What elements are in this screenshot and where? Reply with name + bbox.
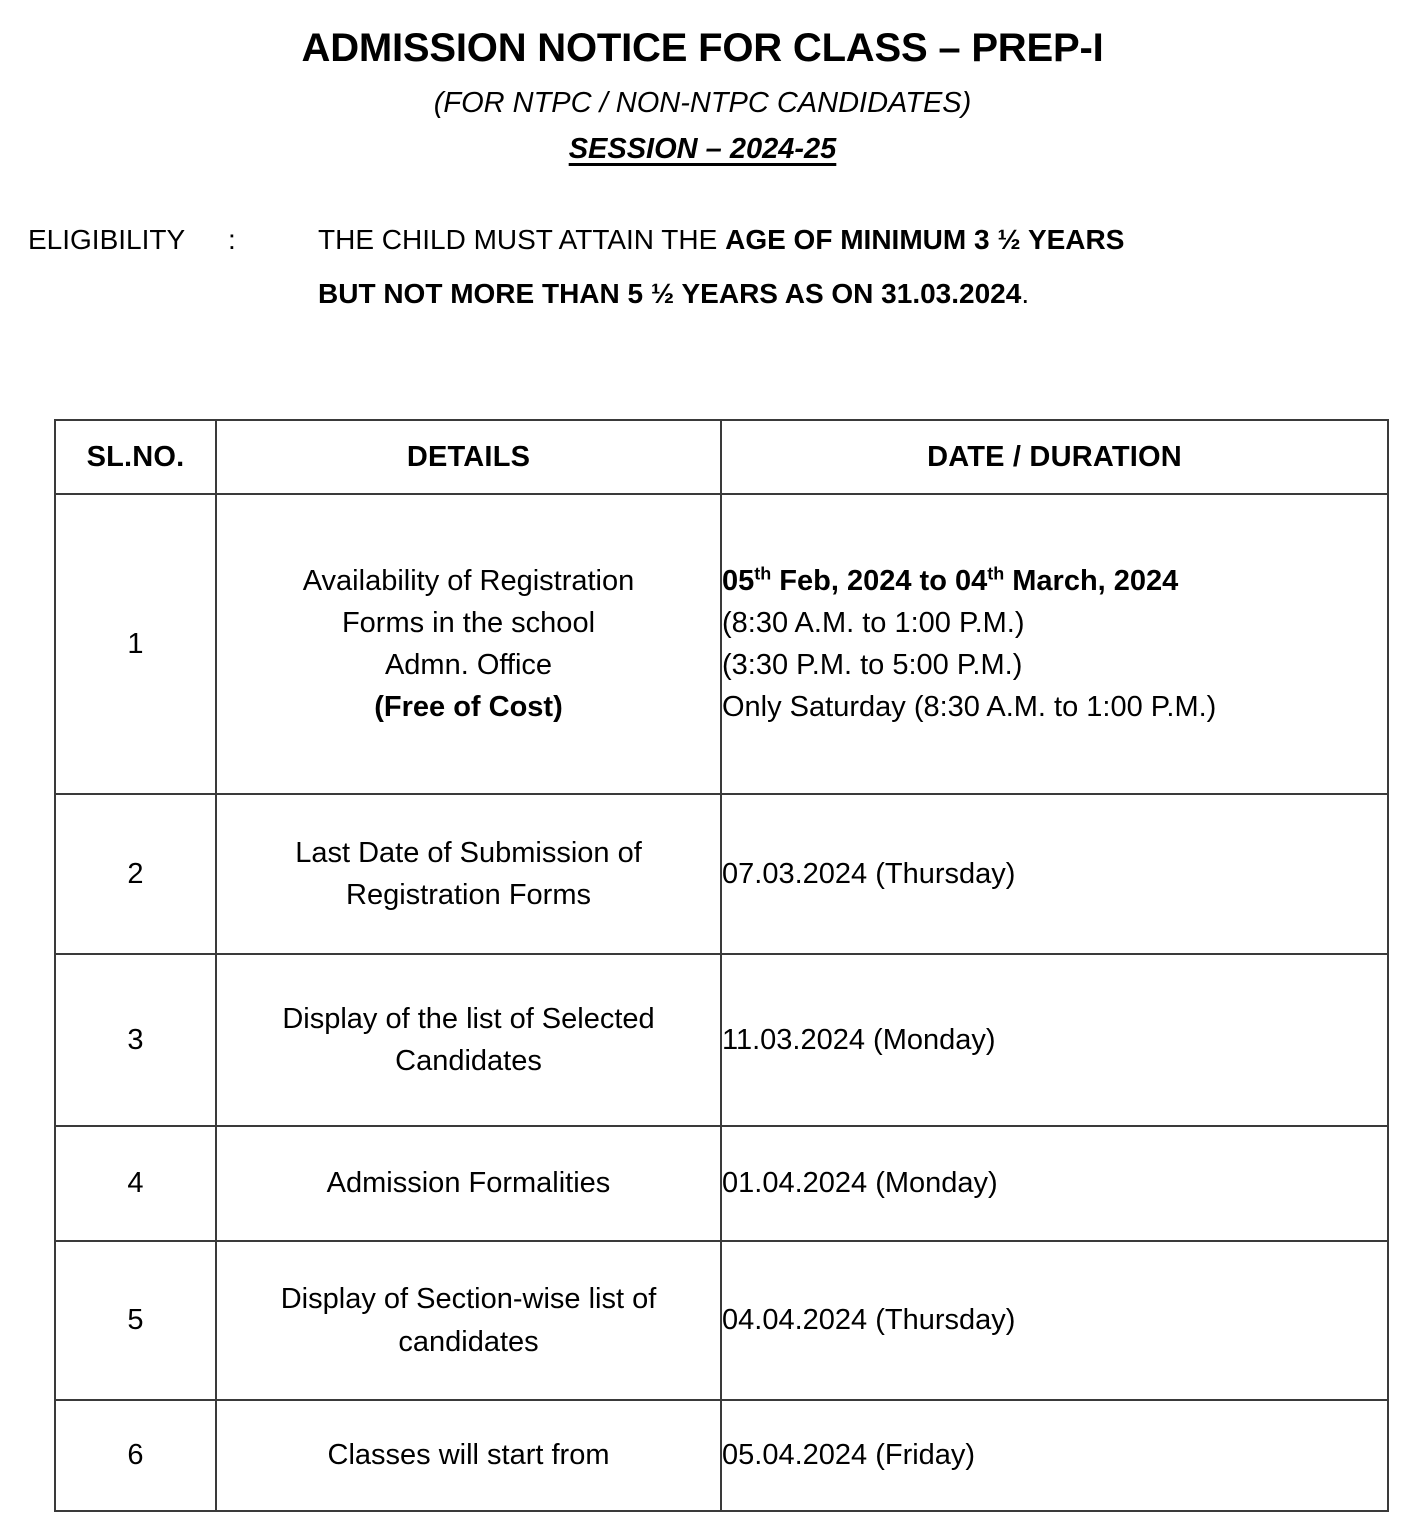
date-middle-text: Feb, 2024 to 04 bbox=[771, 564, 988, 597]
date-line-primary bbox=[722, 560, 1387, 602]
details-line-emphasis: (Free of Cost) bbox=[374, 691, 563, 724]
row-serial-number: 1 bbox=[55, 494, 216, 794]
date-line: 11.03.2024 (Monday) bbox=[722, 1023, 996, 1056]
table-header-row bbox=[55, 420, 1388, 494]
document-header bbox=[0, 0, 1405, 166]
eligibility-row bbox=[28, 226, 1405, 308]
details-line: candidates bbox=[398, 1325, 539, 1358]
row-date-duration bbox=[721, 1126, 1388, 1241]
eligibility-label: ELIGIBILITY bbox=[28, 224, 186, 256]
eligibility-line-1 bbox=[318, 226, 1405, 254]
row-serial-number: 2 bbox=[55, 794, 216, 954]
row-date-duration bbox=[721, 1241, 1388, 1400]
details-line: Display of Section-wise list of bbox=[280, 1283, 657, 1316]
table-header bbox=[55, 420, 1388, 494]
table-row bbox=[55, 954, 1388, 1126]
date-line: 01.04.2024 (Monday) bbox=[722, 1167, 998, 1200]
row-details bbox=[216, 494, 721, 794]
row-details bbox=[216, 1241, 721, 1400]
details-line: Admn. Office bbox=[384, 649, 553, 681]
row-date-duration bbox=[721, 494, 1388, 794]
row-date-duration bbox=[721, 794, 1388, 954]
schedule-table-container bbox=[54, 419, 1387, 1512]
page-title: ADMISSION NOTICE FOR CLASS – PREP-I bbox=[301, 26, 1104, 70]
column-header-date-duration: DATE / DURATION bbox=[721, 420, 1388, 494]
table-body bbox=[55, 494, 1388, 1511]
date-line: Only Saturday (8:30 A.M. to 1:00 P.M.) bbox=[722, 691, 1217, 724]
document-session bbox=[0, 133, 1405, 166]
row-date-duration bbox=[721, 1400, 1388, 1511]
details-line: Availability of Registration bbox=[302, 564, 635, 597]
row-date-duration bbox=[721, 954, 1388, 1126]
date-line: (3:30 P.M. to 5:00 P.M.) bbox=[722, 649, 1023, 681]
session-text: SESSION – 2024-25 bbox=[568, 133, 837, 166]
date-line: 04.04.2024 (Thursday) bbox=[722, 1304, 1016, 1337]
details-line: Display of the list of Selected bbox=[282, 1002, 655, 1035]
eligibility-body bbox=[318, 226, 1405, 308]
row-serial-number: 4 bbox=[55, 1126, 216, 1241]
eligibility-line-2-normal: . bbox=[1021, 278, 1030, 310]
eligibility-line-2-bold: BUT NOT MORE THAN 5 ½ YEARS AS ON 31.03.2024 bbox=[318, 278, 1022, 310]
details-line: Last Date of Submission of bbox=[295, 836, 642, 869]
details-line: Admission Formalities bbox=[326, 1167, 611, 1200]
details-line: Forms in the school bbox=[341, 606, 596, 639]
document-subtitle: (FOR NTPC / NON-NTPC CANDIDATES) bbox=[433, 86, 972, 119]
eligibility-line-2 bbox=[318, 280, 1405, 308]
eligibility-line-1-normal: THE CHILD MUST ATTAIN THE bbox=[318, 224, 726, 256]
admission-schedule-table bbox=[54, 419, 1389, 1512]
table-row bbox=[55, 494, 1388, 794]
table-row bbox=[55, 794, 1388, 954]
eligibility-section bbox=[0, 226, 1405, 308]
row-serial-number: 6 bbox=[55, 1400, 216, 1511]
eligibility-line-1-bold: AGE OF MINIMUM 3 ½ YEARS bbox=[725, 224, 1125, 256]
table-row bbox=[55, 1400, 1388, 1511]
date-day-start: 05 bbox=[722, 564, 755, 597]
table-row bbox=[55, 1241, 1388, 1400]
details-line: Registration Forms bbox=[346, 879, 591, 911]
details-line: Classes will start from bbox=[327, 1439, 610, 1472]
date-line: 07.03.2024 (Thursday) bbox=[722, 857, 1016, 890]
date-line: 05.04.2024 (Friday) bbox=[722, 1439, 976, 1472]
column-header-details: DETAILS bbox=[216, 420, 721, 494]
row-details bbox=[216, 954, 721, 1126]
date-line: (8:30 A.M. to 1:00 P.M.) bbox=[722, 606, 1025, 639]
row-serial-number: 5 bbox=[55, 1241, 216, 1400]
date-end-text: March, 2024 bbox=[1004, 564, 1179, 597]
ordinal-suffix-icon: th bbox=[987, 563, 1005, 584]
column-header-slno: SL.NO. bbox=[55, 420, 216, 494]
eligibility-colon: : bbox=[228, 224, 236, 256]
row-details bbox=[216, 1400, 721, 1511]
ordinal-suffix-icon: th bbox=[754, 563, 772, 584]
details-line: Candidates bbox=[395, 1045, 542, 1077]
row-serial-number: 3 bbox=[55, 954, 216, 1126]
row-details bbox=[216, 1126, 721, 1241]
table-row bbox=[55, 1126, 1388, 1241]
row-details bbox=[216, 794, 721, 954]
